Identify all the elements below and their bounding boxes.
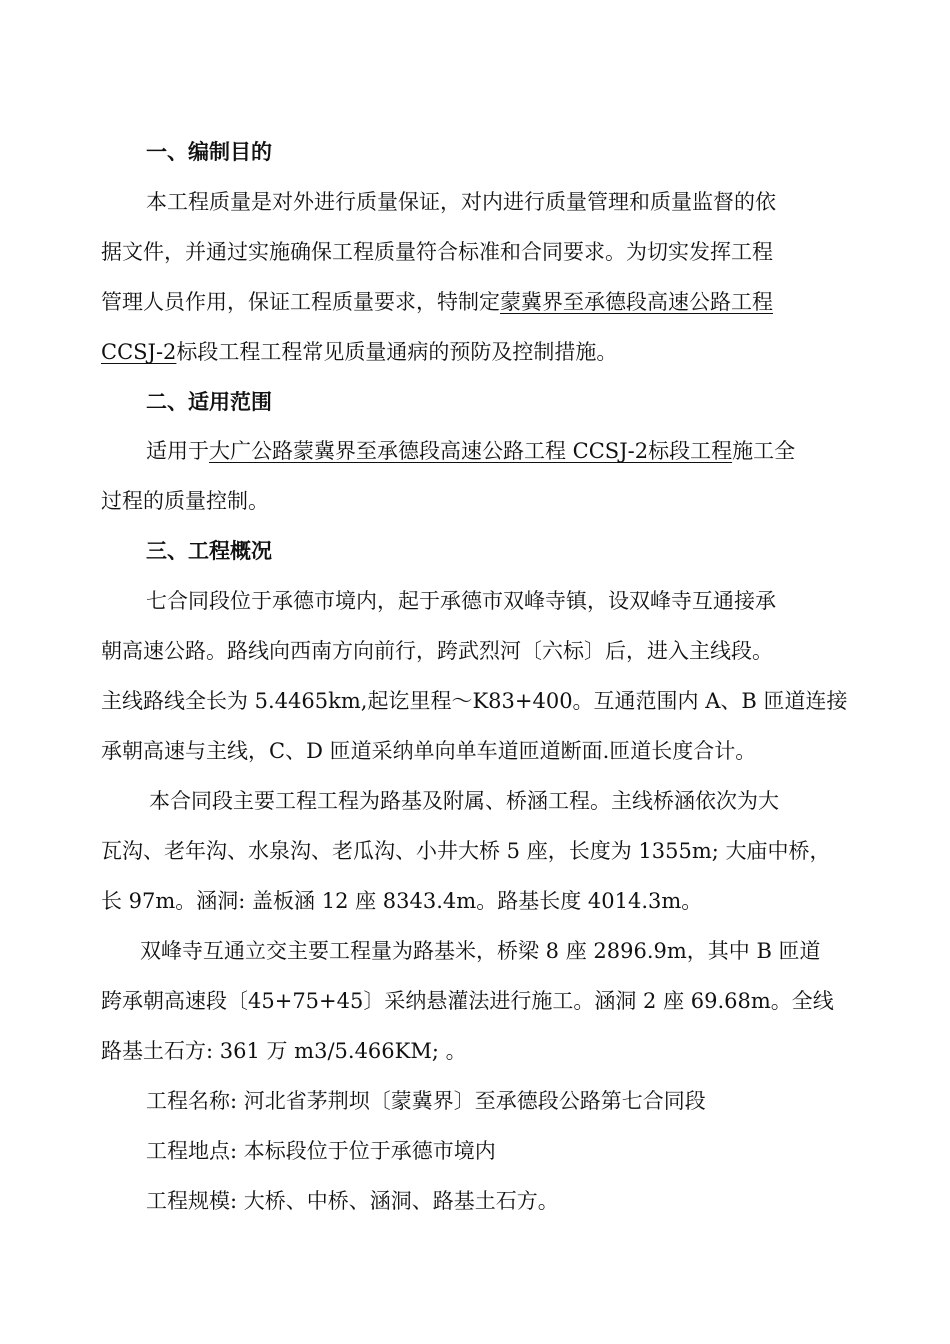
paragraph-line: 承朝高速与主线，C、D 匝道采纳单向单车道匝道断面.匝道长度合计。 bbox=[101, 739, 757, 763]
section-heading-scope: 二、适用范围 bbox=[146, 390, 272, 414]
paragraph-line: 本工程质量是对外进行质量保证，对内进行质量管理和质量监督的依 bbox=[146, 190, 776, 214]
underlined-project-name: 蒙冀界至承德段高速公路工程 bbox=[500, 290, 773, 314]
paragraph-line: 过程的质量控制。 bbox=[101, 489, 269, 513]
paragraph-line: 双峰寺互通立交主要工程量为路基米，桥梁 8 座 2896.9m，其中 B 匝道 bbox=[140, 939, 821, 963]
project-scale-field: 工程规模: 大桥、中桥、涵洞、路基土石方。 bbox=[146, 1189, 559, 1213]
section-heading-purpose: 一、编制目的 bbox=[146, 140, 272, 164]
paragraph-line: 主线路线全长为 5.4465km,起讫里程～K83+400。互通范围内 A、B 匝道连接 bbox=[101, 689, 848, 713]
paragraph-text: 适用于 bbox=[146, 439, 209, 463]
paragraph-line bbox=[101, 338, 617, 366]
paragraph-text: 标段工程工程常见质量通病的预防及控制措施。 bbox=[176, 340, 618, 364]
paragraph-text: 管理人员作用，保证工程质量要求，特制定 bbox=[101, 290, 500, 314]
paragraph-line: 本合同段主要工程工程为路基及附属、桥涵工程。主线桥涵依次为大 bbox=[149, 789, 779, 813]
paragraph-line: 朝高速公路。路线向西南方向前行，跨武烈河〔六标〕后，进入主线段。 bbox=[101, 639, 773, 663]
section-heading-overview: 三、工程概况 bbox=[146, 539, 272, 563]
paragraph-line: 七合同段位于承德市境内，起于承德市双峰寺镇，设双峰寺互通接承 bbox=[146, 589, 776, 613]
underlined-project-name: 大广公路蒙冀界至承德段高速公路工程 CCSJ-2标段工程 bbox=[209, 439, 733, 463]
paragraph-line bbox=[101, 288, 773, 316]
project-location-field: 工程地点: 本标段位于位于承德市境内 bbox=[146, 1139, 496, 1163]
underlined-section-code: CCSJ-2 bbox=[101, 340, 177, 364]
paragraph-line: 路基土石方: 361 万 m3/5.466KM; 。 bbox=[101, 1039, 467, 1063]
project-name-field: 工程名称: 河北省茅荆坝〔蒙冀界〕至承德段公路第七合同段 bbox=[146, 1089, 706, 1113]
paragraph-line: 瓦沟、老年沟、水泉沟、老瓜沟、小井大桥 5 座，长度为 1355m; 大庙中桥， bbox=[101, 839, 831, 863]
paragraph-text: 施工全 bbox=[732, 439, 796, 463]
paragraph-line bbox=[146, 437, 795, 465]
paragraph-line: 据文件，并通过实施确保工程质量符合标准和合同要求。为切实发挥工程 bbox=[101, 240, 773, 264]
paragraph-line: 长 97m。涵洞: 盖板涵 12 座 8343.4m。路基长度 4014.3m。 bbox=[101, 889, 703, 913]
paragraph-line: 跨承朝高速段〔45+75+45〕采纳悬灌法进行施工。涵洞 2 座 69.68m。全线 bbox=[101, 989, 834, 1013]
